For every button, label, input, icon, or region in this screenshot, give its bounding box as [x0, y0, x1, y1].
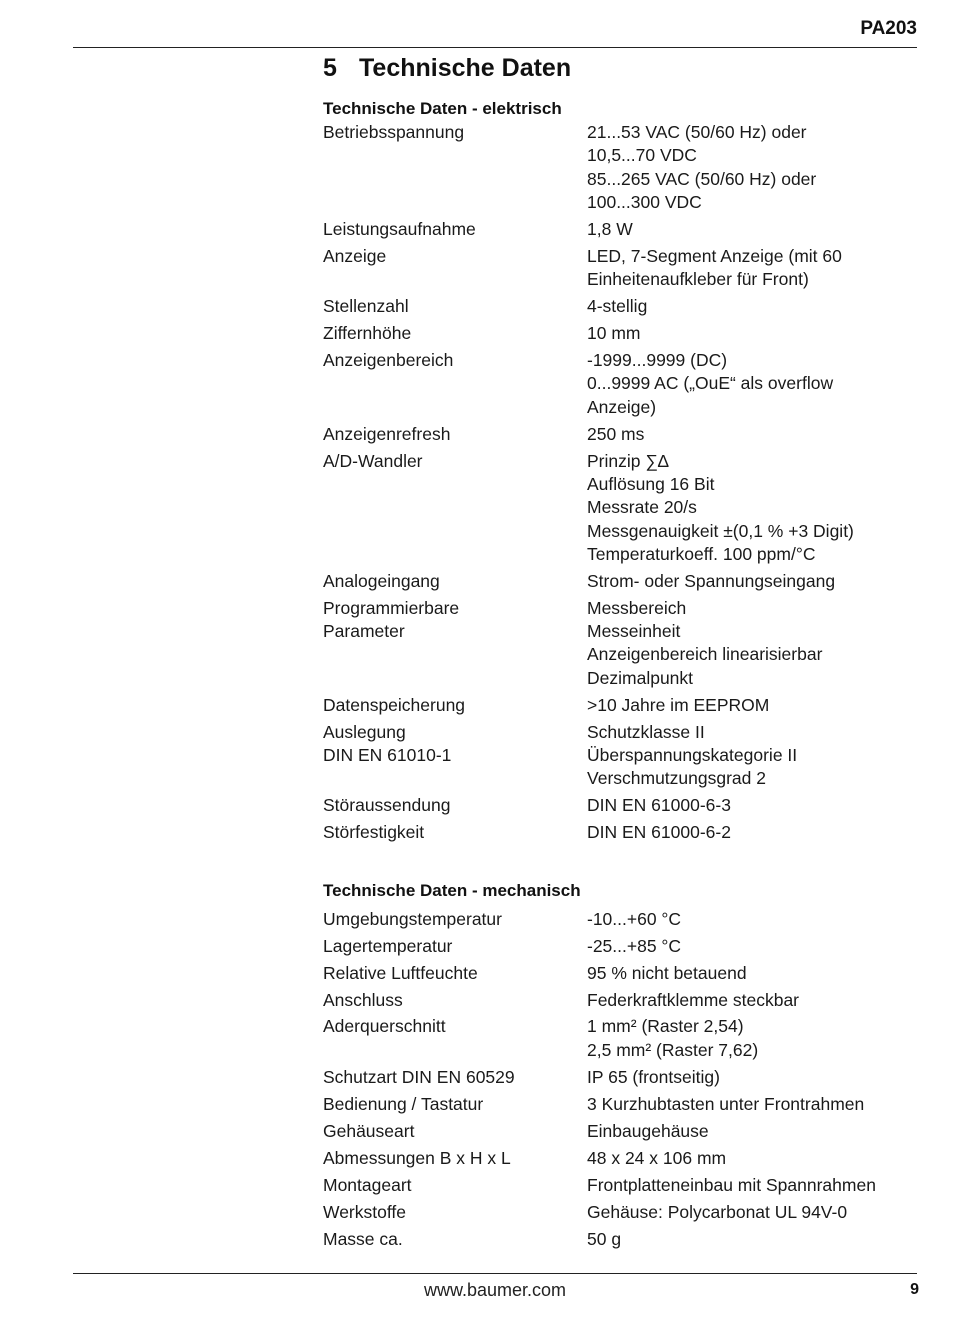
- spec-row: [323, 1066, 923, 1089]
- spec-value: -1999...9999 (DC) 0...9999 AC („OuE“ als overflow Anzeige): [587, 350, 834, 417]
- spec-label: Bedienung / Tastatur: [323, 1093, 484, 1114]
- spec-row: [323, 935, 923, 958]
- spec-value: >10 Jahre im EEPROM: [587, 694, 770, 715]
- spec-row: [323, 794, 923, 817]
- spec-row: [323, 821, 923, 844]
- spec-value: Einbaugehäuse: [587, 1120, 709, 1141]
- spec-label: Anschluss: [323, 989, 403, 1010]
- spec-value: Frontplatteneinbau mit Spannrahmen: [587, 1174, 876, 1195]
- spec-value: 250 ms: [587, 423, 645, 444]
- spec-label: Werkstoffe: [323, 1201, 406, 1222]
- spec-row: [323, 570, 923, 593]
- spec-label: Stellenzahl: [323, 296, 409, 317]
- electrical-section-title: Technische Daten - elektrisch: [323, 99, 562, 118]
- spec-value: 1 mm² (Raster 2,54) 2,5 mm² (Raster 7,62): [587, 1016, 759, 1060]
- spec-value: Messbereich Messeinheit Anzeigenbereich linearisierbar Dezimalpunkt: [587, 597, 823, 688]
- electrical-spec-table: [323, 121, 923, 845]
- spec-label: Anzeigenbereich: [323, 350, 454, 371]
- spec-label: Relative Luftfeuchte: [323, 962, 478, 983]
- spec-row: [323, 349, 923, 419]
- spec-value: -10...+60 °C: [587, 908, 682, 929]
- spec-value: 21...53 VAC (50/60 Hz) oder 10,5...70 VDC 85...265 VAC (50/60 Hz) oder 100...300 VDC: [587, 122, 817, 212]
- chapter-number: 5: [323, 54, 337, 82]
- spec-label: A/D-Wandler: [323, 450, 423, 471]
- spec-row: [323, 245, 923, 292]
- spec-label: Programmierbare Parameter: [323, 597, 460, 642]
- spec-row: [323, 694, 923, 717]
- spec-row: [323, 1015, 923, 1062]
- spec-row: [323, 908, 923, 931]
- spec-value: 50 g: [587, 1228, 622, 1249]
- footer-rule: [73, 1273, 917, 1274]
- page-number: 9: [910, 1281, 919, 1298]
- page-content: [323, 52, 923, 1255]
- header-rule: [73, 47, 917, 48]
- spec-value: Prinzip ∑∆ Auflösung 16 Bit Messrate 20/s Messgenauigkeit ±(0,1 % +3 Digit) Temperaturkoeff. 100 ppm/°C: [587, 450, 854, 564]
- spec-value: Gehäuse: Polycarbonat UL 94V-0: [587, 1201, 848, 1222]
- spec-label: Anzeige: [323, 245, 387, 266]
- spec-label: Störfestigkeit: [323, 822, 425, 843]
- spec-value: -25...+85 °C: [587, 935, 682, 956]
- spec-row: [323, 1093, 923, 1116]
- spec-label: Gehäuseart: [323, 1120, 415, 1141]
- spec-row: [323, 962, 923, 985]
- spec-label: Analogeingang: [323, 570, 440, 591]
- spec-row: [323, 721, 923, 791]
- spec-label: Auslegung DIN EN 61010-1: [323, 721, 452, 765]
- spec-row: [323, 121, 923, 214]
- spec-value: 95 % nicht betauend: [587, 962, 747, 983]
- spec-label: Leistungsaufnahme: [323, 218, 476, 239]
- product-name: PA203: [860, 18, 917, 39]
- spec-value: 3 Kurzhubtasten unter Frontrahmen: [587, 1093, 865, 1114]
- spec-value: IP 65 (frontseitig): [587, 1066, 720, 1087]
- spec-row: [323, 450, 923, 566]
- spec-value: Schutzklasse II Überspannungskategorie II Verschmutzungsgrad 2: [587, 721, 798, 789]
- spec-value: 4-stellig: [587, 296, 648, 317]
- chapter-heading: [323, 52, 923, 84]
- spec-value: DIN EN 61000-6-2: [587, 822, 731, 843]
- mechanical-spec-table: [323, 908, 923, 1251]
- spec-label: Anzeigenrefresh: [323, 423, 451, 444]
- spec-label: Lagertemperatur: [323, 935, 453, 956]
- spec-row: [323, 1147, 923, 1170]
- chapter-title: Technische Daten: [359, 54, 572, 82]
- mechanical-section-title: Technische Daten - mechanisch: [323, 880, 581, 900]
- spec-row: [323, 1120, 923, 1143]
- spec-value: DIN EN 61000-6-3: [587, 795, 731, 816]
- spec-label: Abmessungen B x H x L: [323, 1147, 511, 1168]
- spec-row: [323, 597, 923, 690]
- spec-row: [323, 295, 923, 318]
- spec-value: 10 mm: [587, 323, 641, 344]
- spec-label: Datenspeicherung: [323, 694, 466, 715]
- spec-row: [323, 989, 923, 1012]
- spec-value: Federkraftklemme steckbar: [587, 989, 800, 1010]
- spec-label: Schutzart DIN EN 60529: [323, 1066, 515, 1087]
- spec-value: LED, 7-Segment Anzeige (mit 60 Einheitenaufkleber für Front): [587, 245, 842, 290]
- spec-label: Aderquerschnitt: [323, 1016, 446, 1037]
- spec-label: Montageart: [323, 1174, 412, 1195]
- spec-label: Masse ca.: [323, 1228, 403, 1249]
- footer-website-link[interactable]: www.baumer.com: [423, 1280, 567, 1300]
- spec-row: [323, 322, 923, 345]
- spec-label: Betriebsspannung: [323, 122, 465, 142]
- spec-row: [323, 1201, 923, 1224]
- spec-row: [323, 1228, 923, 1251]
- spec-label: Ziffernhöhe: [323, 323, 412, 344]
- spec-value: 1,8 W: [587, 218, 633, 239]
- spec-value: 48 x 24 x 106 mm: [587, 1147, 727, 1168]
- spec-label: Umgebungstemperatur: [323, 908, 502, 929]
- spec-row: [323, 218, 923, 241]
- spec-row: [323, 1174, 923, 1197]
- spec-row: [323, 423, 923, 446]
- spec-value: Strom- oder Spannungseingang: [587, 570, 836, 591]
- spec-label: Störaussendung: [323, 795, 451, 816]
